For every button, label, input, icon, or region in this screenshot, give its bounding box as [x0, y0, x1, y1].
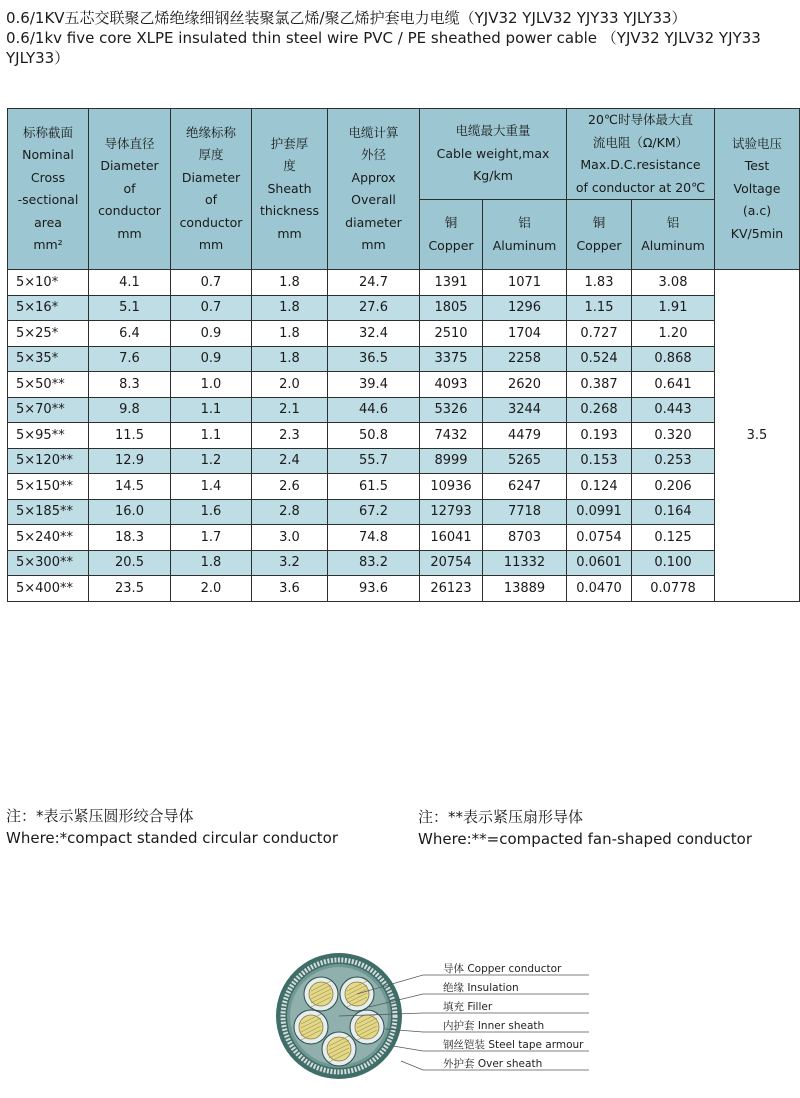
- table-cell: 5×50**: [8, 372, 89, 398]
- header-line: 电缆计算: [348, 124, 399, 140]
- header-test-voltage: [715, 109, 800, 270]
- header-line: Diameter: [100, 158, 159, 174]
- table-cell: 6247: [483, 474, 567, 500]
- header-line: 试验电压: [731, 135, 782, 151]
- header-line: 流电阻（Ω/KM）: [592, 134, 689, 150]
- table-cell: 1.15: [567, 295, 632, 321]
- table-cell: 5×10*: [8, 270, 89, 296]
- table-cell: 5.1: [89, 295, 171, 321]
- header-line: Copper: [576, 237, 622, 253]
- table-cell: 7718: [483, 499, 567, 525]
- table-cell: 16.0: [89, 499, 171, 525]
- table-cell: 2.8: [252, 499, 328, 525]
- page-title: [6, 8, 798, 68]
- table-cell: 2.0: [171, 576, 252, 602]
- header-line: Copper: [428, 237, 474, 253]
- header-line: Max.D.C.resistance: [580, 157, 701, 172]
- cable-cross-section-diagram: [273, 943, 593, 1083]
- header-line: 铜: [444, 215, 458, 230]
- table-cell: 5×400**: [8, 576, 89, 602]
- header-line: Nominal: [22, 147, 74, 162]
- table-cell: 83.2: [328, 550, 420, 576]
- table-cell: 5326: [420, 397, 483, 423]
- table-cell: 6.4: [89, 321, 171, 347]
- table-row: [8, 499, 800, 525]
- table-cell: 2620: [483, 372, 567, 398]
- header-line: Overall: [351, 192, 396, 207]
- table-row: [8, 423, 800, 449]
- table-cell: 8999: [420, 448, 483, 474]
- table-row: [8, 321, 800, 347]
- table-cell: 1.83: [567, 270, 632, 296]
- table-cell: 11.5: [89, 423, 171, 449]
- table-row: [8, 372, 800, 398]
- table-cell: 3244: [483, 397, 567, 423]
- layer-label: 绝缘 Insulation: [443, 982, 519, 994]
- table-cell: 5265: [483, 448, 567, 474]
- table-cell: 5×120**: [8, 448, 89, 474]
- table-cell: 0.153: [567, 448, 632, 474]
- header-insulation-thickness: [171, 109, 252, 270]
- header-line: area: [34, 214, 62, 230]
- layer-label: 导体 Copper conductor: [443, 963, 562, 975]
- table-cell: 5×35*: [8, 346, 89, 372]
- table-cell: 0.253: [632, 448, 715, 474]
- title-en: 0.6/1kv five core XLPE insulated thin steel wire PVC / PE sheathed power cable （YJV32 YJLV32 YJY33 YJLY33）: [6, 29, 761, 67]
- table-cell: 0.320: [632, 423, 715, 449]
- table-cell: 1.1: [171, 397, 252, 423]
- table-cell: 0.524: [567, 346, 632, 372]
- table-cell: 2.3: [252, 423, 328, 449]
- table-cell: 0.206: [632, 474, 715, 500]
- table-cell: 1.8: [252, 295, 328, 321]
- header-line: Voltage: [733, 180, 781, 196]
- table-cell: 1.20: [632, 321, 715, 347]
- conductor-core: [304, 977, 338, 1011]
- header-resistance-aluminum: [632, 200, 715, 270]
- table-cell: 0.727: [567, 321, 632, 347]
- table-cell: 2.4: [252, 448, 328, 474]
- header-line: 绝缘标称: [185, 124, 236, 140]
- header-line: Test: [744, 158, 770, 174]
- table-cell: 1.91: [632, 295, 715, 321]
- table-cell: 1.2: [171, 448, 252, 474]
- table-row: [8, 525, 800, 551]
- table-cell: 8.3: [89, 372, 171, 398]
- table-cell: 0.124: [567, 474, 632, 500]
- table-cell: 14.5: [89, 474, 171, 500]
- table-cell: 39.4: [328, 372, 420, 398]
- table-row: [8, 474, 800, 500]
- table-cell: 1.8: [171, 550, 252, 576]
- table-cell: 0.164: [632, 499, 715, 525]
- table-cell: 0.0601: [567, 550, 632, 576]
- header-line: 外径: [360, 147, 386, 162]
- header-line: 护套厚: [270, 135, 309, 151]
- table-row: [8, 295, 800, 321]
- table-cell: 0.0470: [567, 576, 632, 602]
- table-cell: 1.0: [171, 372, 252, 398]
- header-line: of: [123, 180, 136, 196]
- header-line: Kg/km: [473, 168, 513, 184]
- table-cell: 36.5: [328, 346, 420, 372]
- table-cell: 9.8: [89, 397, 171, 423]
- table-cell: 1704: [483, 321, 567, 347]
- table-cell: 0.9: [171, 321, 252, 347]
- table-cell: 93.6: [328, 576, 420, 602]
- table-cell: 67.2: [328, 499, 420, 525]
- table-cell: 1071: [483, 270, 567, 296]
- table-cell: 7.6: [89, 346, 171, 372]
- table-cell: 74.8: [328, 525, 420, 551]
- header-line: Aluminum: [492, 237, 557, 253]
- header-line: mm: [117, 225, 142, 241]
- header-line: 导体直径: [104, 135, 155, 151]
- table-cell: 20754: [420, 550, 483, 576]
- table-cell: 32.4: [328, 321, 420, 347]
- table-cell: 0.387: [567, 372, 632, 398]
- table-cell: 0.7: [171, 295, 252, 321]
- table-cell: 12.9: [89, 448, 171, 474]
- header-line: 铝: [518, 215, 531, 230]
- test-voltage-value: 3.5: [715, 270, 800, 602]
- header-weight-aluminum: [483, 200, 567, 270]
- header-line: conductor: [179, 214, 243, 230]
- header-line: -sectional: [17, 192, 79, 207]
- table-cell: 5×185**: [8, 499, 89, 525]
- header-cable-weight: [420, 109, 567, 200]
- header-line: mm: [277, 225, 302, 241]
- table-cell: 7432: [420, 423, 483, 449]
- header-line: mm²: [33, 237, 63, 252]
- header-dc-resistance: [567, 109, 715, 200]
- table-cell: 44.6: [328, 397, 420, 423]
- header-line: mm: [361, 237, 386, 252]
- table-row: [8, 576, 800, 602]
- header-line: of: [204, 192, 218, 207]
- header-line: 20℃时导体最大直: [588, 112, 693, 127]
- table-cell: 0.193: [567, 423, 632, 449]
- table-cell: 1.7: [171, 525, 252, 551]
- table-cell: 1296: [483, 295, 567, 321]
- table-cell: 0.443: [632, 397, 715, 423]
- table-cell: 5×150**: [8, 474, 89, 500]
- note-right-cn: 注：**表示紧压扇形导体: [418, 808, 584, 826]
- table-cell: 5×240**: [8, 525, 89, 551]
- table-cell: 1.8: [252, 346, 328, 372]
- table-cell: 11332: [483, 550, 567, 576]
- table-cell: 1.1: [171, 423, 252, 449]
- layer-label: 钢丝铠装 Steel tape armour: [443, 1039, 584, 1051]
- table-cell: 1391: [420, 270, 483, 296]
- table-cell: 3.2: [252, 550, 328, 576]
- spec-table: [7, 108, 800, 602]
- header-line: thickness: [259, 203, 320, 219]
- header-line: KV/5min: [730, 225, 784, 241]
- layer-label: 外护套 Over sheath: [443, 1058, 543, 1070]
- note-left-en: Where:*compact standed circular conductor: [6, 829, 338, 847]
- note-right-en: Where:**=compacted fan-shaped conductor: [418, 830, 753, 848]
- conductor-core: [322, 1032, 356, 1066]
- header-line: 电缆最大重量: [455, 123, 531, 139]
- header-line: Sheath: [267, 180, 312, 196]
- table-cell: 24.7: [328, 270, 420, 296]
- table-cell: 0.868: [632, 346, 715, 372]
- header-line: (a.c): [742, 203, 772, 219]
- header-line: Diameter: [181, 169, 241, 185]
- table-cell: 2.1: [252, 397, 328, 423]
- layer-label: 内护套 Inner sheath: [443, 1020, 545, 1032]
- table-cell: 5×95**: [8, 423, 89, 449]
- table-cell: 0.7: [171, 270, 252, 296]
- note-left-cn: 注：*表示紧压圆形绞合导体: [6, 807, 194, 825]
- table-cell: 61.5: [328, 474, 420, 500]
- table-cell: 3375: [420, 346, 483, 372]
- table-cell: 5×70**: [8, 397, 89, 423]
- table-cell: 8703: [483, 525, 567, 551]
- table-cell: 3.0: [252, 525, 328, 551]
- table-cell: 10936: [420, 474, 483, 500]
- table-body: [8, 270, 800, 602]
- table-cell: 12793: [420, 499, 483, 525]
- table-cell: 4.1: [89, 270, 171, 296]
- table-row: [8, 270, 800, 296]
- header-line: 度: [283, 158, 296, 174]
- table-cell: 3.08: [632, 270, 715, 296]
- header-line: Aluminum: [641, 237, 705, 253]
- header-line: diameter: [345, 214, 402, 230]
- table-cell: 3.6: [252, 576, 328, 602]
- table-cell: 0.268: [567, 397, 632, 423]
- header-nominal-area: [8, 109, 89, 270]
- header-overall-diameter: [328, 109, 420, 270]
- header-line: 铜: [592, 215, 606, 230]
- header-line: 铝: [666, 215, 680, 230]
- header-weight-copper: [420, 200, 483, 270]
- table-row: [8, 346, 800, 372]
- table-cell: 2510: [420, 321, 483, 347]
- header-sheath-thickness: [252, 109, 328, 270]
- table-row: [8, 397, 800, 423]
- table-cell: 20.5: [89, 550, 171, 576]
- table-row: [8, 550, 800, 576]
- header-line: conductor: [98, 203, 161, 219]
- header-line: Approx: [351, 169, 396, 185]
- header-line: Cable weight,max: [436, 145, 550, 161]
- table-cell: 1805: [420, 295, 483, 321]
- header-line: 厚度: [198, 147, 224, 162]
- title-cn: 0.6/1KV五芯交联聚乙烯绝缘细钢丝装聚氯乙烯/聚乙烯护套电力电缆（YJV32 YJLV32 YJY33 YJLY33）: [6, 9, 687, 27]
- note-circular-conductor: [6, 805, 338, 849]
- layer-label: 填充 Filler: [443, 1001, 493, 1013]
- table-cell: 0.9: [171, 346, 252, 372]
- header-conductor-diameter: [89, 109, 171, 270]
- table-cell: 2.0: [252, 372, 328, 398]
- header-line: mm: [198, 237, 224, 252]
- table-cell: 0.125: [632, 525, 715, 551]
- table-cell: 55.7: [328, 448, 420, 474]
- table-cell: 5×16*: [8, 295, 89, 321]
- table-cell: 1.8: [252, 321, 328, 347]
- table-cell: 13889: [483, 576, 567, 602]
- table-cell: 0.641: [632, 372, 715, 398]
- table-cell: 0.0754: [567, 525, 632, 551]
- table-cell: 0.0991: [567, 499, 632, 525]
- table-row: [8, 448, 800, 474]
- table-cell: 1.6: [171, 499, 252, 525]
- table-cell: 26123: [420, 576, 483, 602]
- table-cell: 1.8: [252, 270, 328, 296]
- table-cell: 1.4: [171, 474, 252, 500]
- table-cell: 2.6: [252, 474, 328, 500]
- conductor-core: [294, 1010, 328, 1044]
- table-cell: 0.100: [632, 550, 715, 576]
- table-cell: 18.3: [89, 525, 171, 551]
- table-cell: 23.5: [89, 576, 171, 602]
- header-line: of conductor at 20℃: [575, 179, 706, 195]
- table-cell: 16041: [420, 525, 483, 551]
- table-cell: 0.0778: [632, 576, 715, 602]
- table-cell: 5×300**: [8, 550, 89, 576]
- table-cell: 4479: [483, 423, 567, 449]
- note-fan-shaped-conductor: [418, 806, 752, 850]
- header-line: Cross: [30, 169, 66, 185]
- table-cell: 27.6: [328, 295, 420, 321]
- table-cell: 50.8: [328, 423, 420, 449]
- header-resistance-copper: [567, 200, 632, 270]
- table-cell: 5×25*: [8, 321, 89, 347]
- table-cell: 2258: [483, 346, 567, 372]
- header-line: 标称截面: [22, 124, 73, 140]
- table-cell: 4093: [420, 372, 483, 398]
